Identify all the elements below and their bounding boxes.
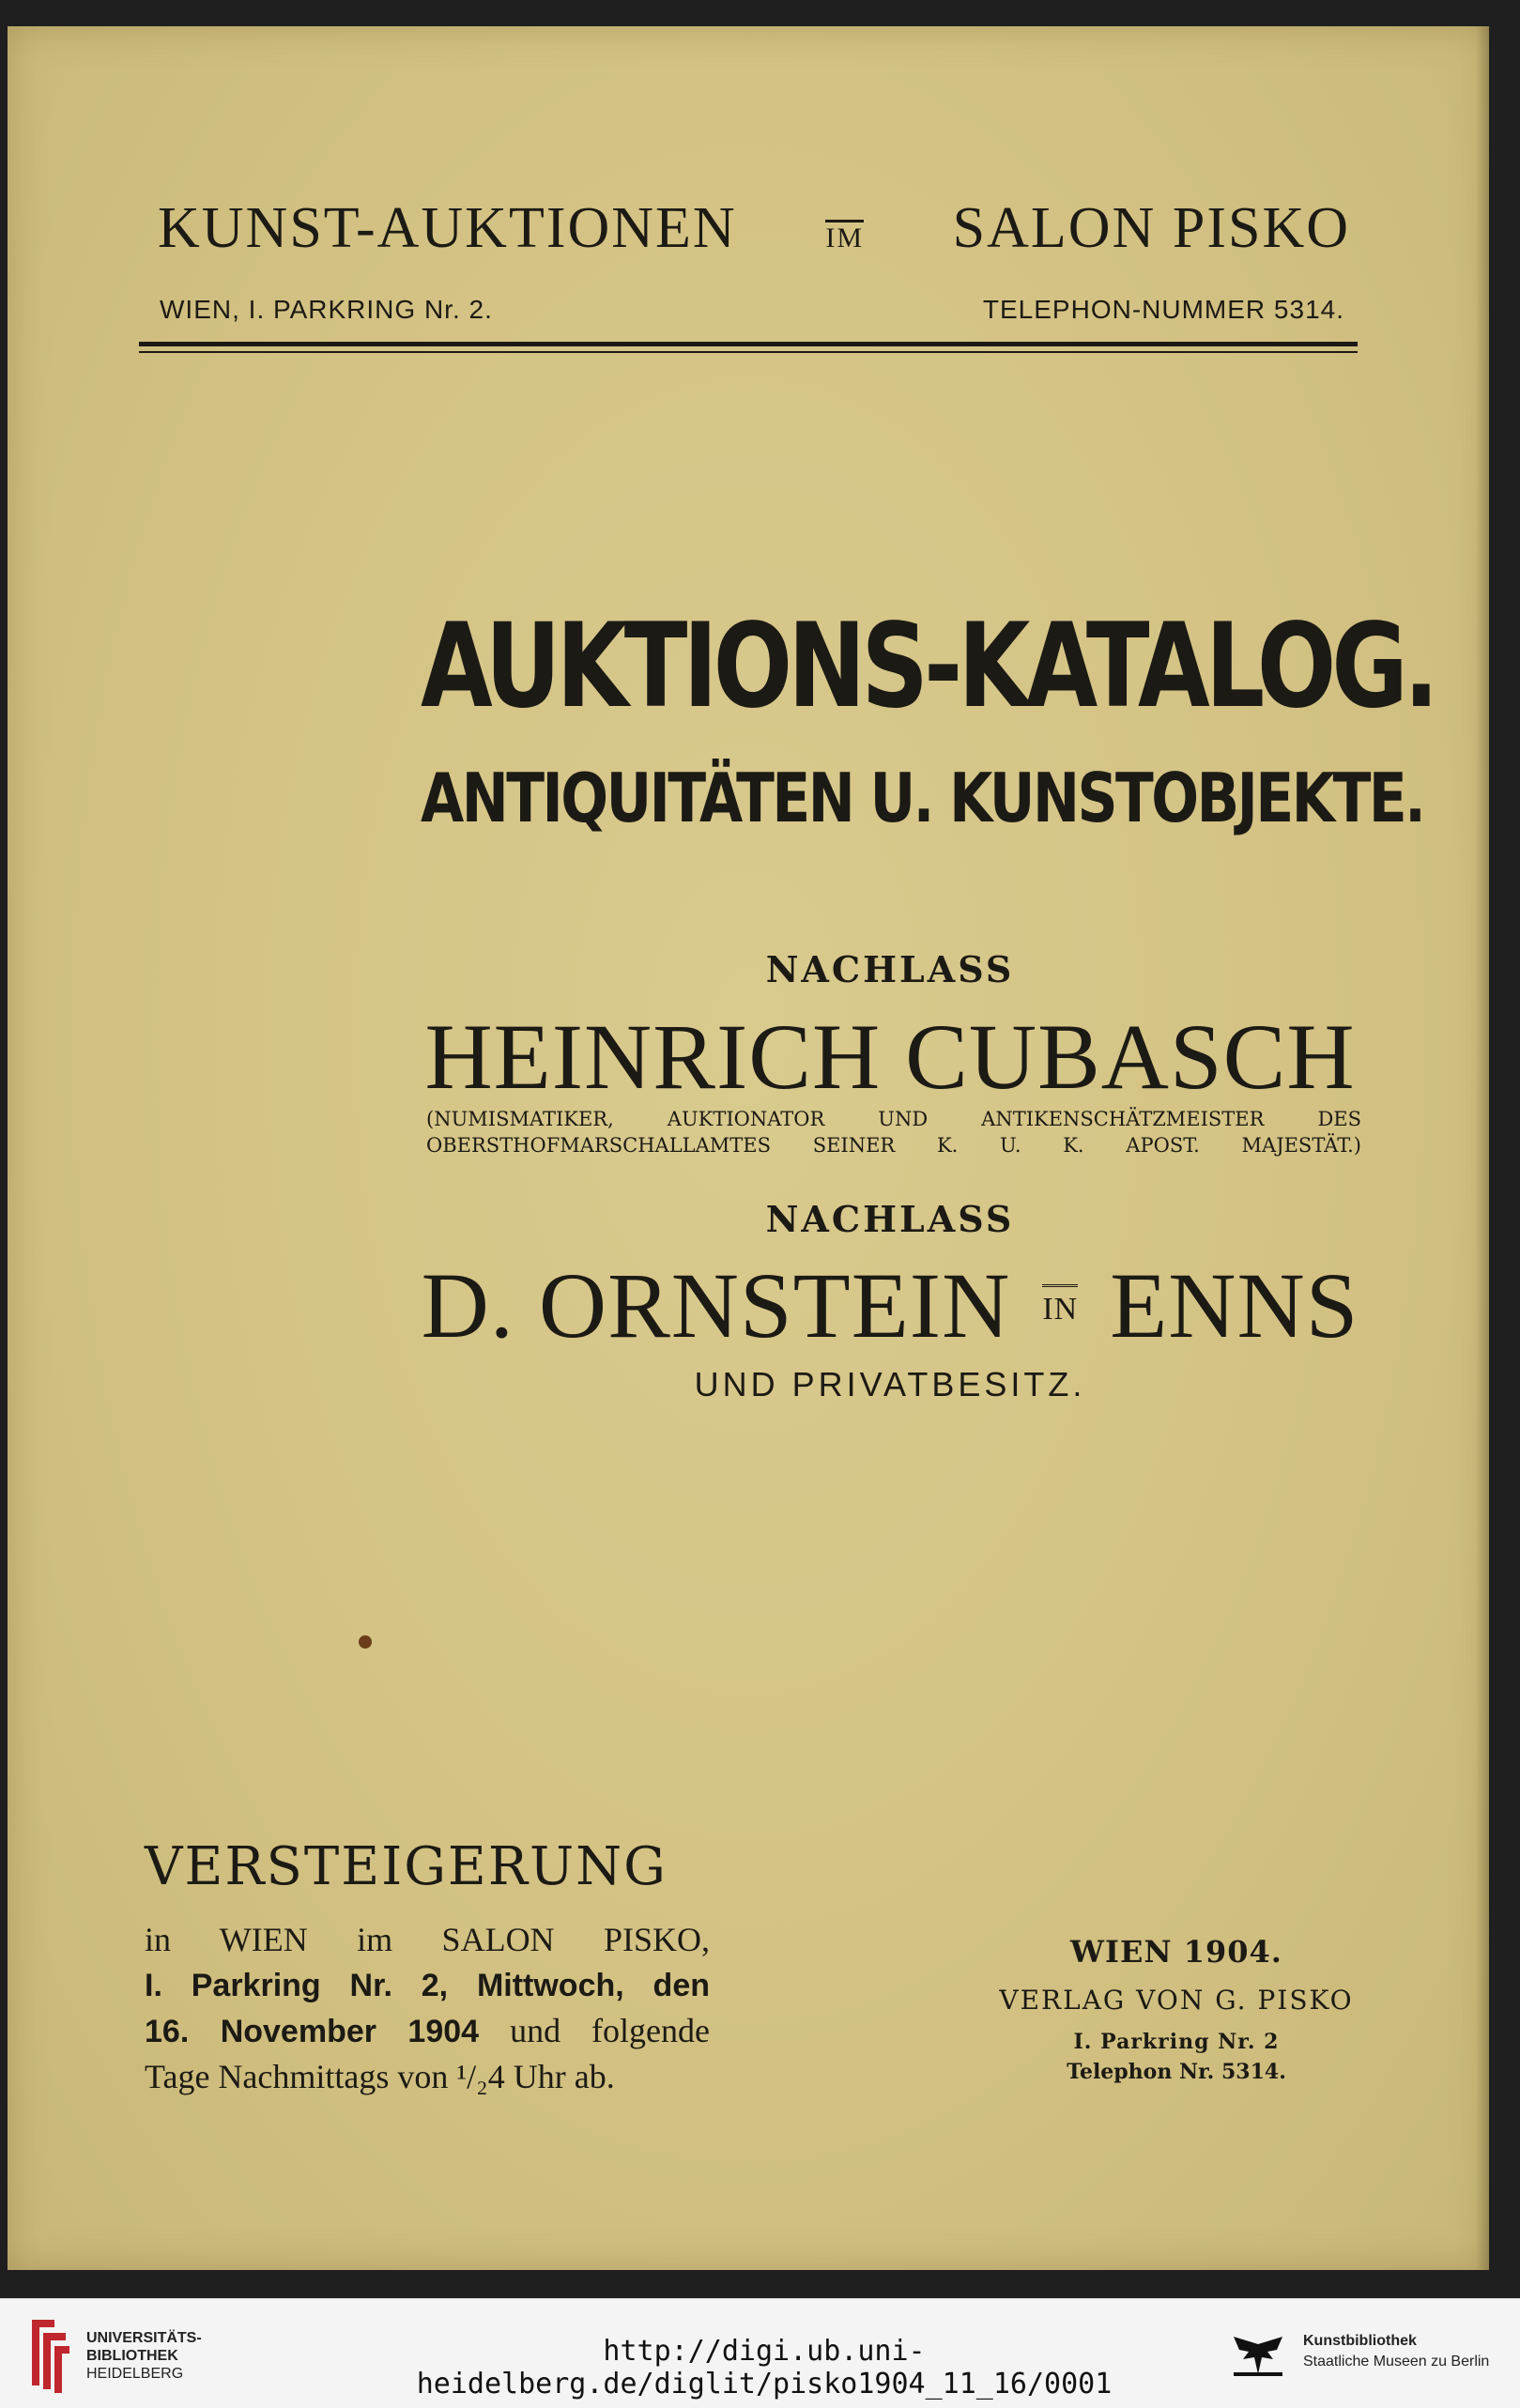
estate2-label: NACHLASS [765, 1198, 1015, 1240]
eagle-logo-icon[interactable] [1230, 2327, 1286, 2380]
estate2-name-in: IN [1042, 1284, 1078, 1327]
catalog-subtitle: ANTIQUITÄTEN U. KUNSTOBJEKTE. [421, 759, 1424, 837]
estate2-name-left: D. ORNSTEIN [421, 1253, 1011, 1357]
publisher-phone: Telephon Nr. 5314. [1067, 2060, 1286, 2084]
publisher-address: I. Parkring Nr. 2 [1073, 2030, 1280, 2054]
header-title-right: SALON PISKO [952, 196, 1350, 260]
auction-title: VERSTEIGERUNG [145, 1836, 668, 1897]
auction-line1: in WIEN im SALON PISKO, [145, 1921, 710, 1958]
publisher-place-year: WIEN 1904. [1070, 1934, 1282, 1970]
estate1-label: NACHLASS [765, 948, 1015, 990]
auction-line3-rest: und folgende [510, 2012, 711, 2049]
header-phone: TELEPHON-NUMMER 5314. [982, 295, 1344, 324]
estate1-desc-line1: (NUMISMATIKER, AUKTIONATOR UND ANTIKENSCHÄTZMEISTER DES [426, 1108, 1361, 1130]
estate1-name: HEINRICH CUBASCH [424, 1005, 1356, 1109]
header-subline [160, 295, 1344, 325]
kunstbibliothek-name[interactable] [1303, 2331, 1489, 2372]
header-rule-thin [139, 351, 1358, 353]
auction-details [145, 1917, 710, 2099]
estate2-name [421, 1251, 1359, 1359]
header-title [158, 195, 1350, 262]
private-property-line: UND PRIVATBESITZ. [694, 1365, 1086, 1403]
header-address: WIEN, I. PARKRING Nr. 2. [160, 295, 493, 324]
auction-line2: I. Parkring Nr. 2, Mittwoch, den [145, 1968, 710, 2003]
publisher-verlag: VERLAG VON G. PISKO [999, 1985, 1354, 2016]
ub-line3: HEIDELBERG [86, 2366, 184, 2382]
paper-spot [359, 1635, 372, 1649]
ub-line2: BIBLIOTHEK [86, 2348, 178, 2364]
catalog-title: AUKTIONS-KATALOG. [421, 599, 1435, 734]
auction-date: 16. November 1904 [145, 2014, 480, 2049]
auction-line2-wrap [145, 1962, 710, 2008]
viewer-footer [0, 2298, 1520, 2408]
ub-heidelberg-name[interactable] [86, 2329, 202, 2383]
header-rule-thick [139, 342, 1358, 346]
header-title-left: KUNST-AUKTIONEN [158, 196, 737, 260]
header-title-im: IM [825, 220, 864, 253]
estate2-name-right: ENNS [1110, 1253, 1359, 1357]
kb-line2: Staatliche Museen zu Berlin [1303, 2354, 1490, 2370]
auction-line4: Tage Nachmittags von ¹/₂4 Uhr ab. [145, 2058, 615, 2095]
ub-heidelberg-logo-icon[interactable] [23, 2310, 75, 2395]
estate1-description [426, 1106, 1361, 1158]
catalog-cover [8, 26, 1489, 2270]
kb-line1: Kunstbibliothek [1303, 2333, 1417, 2349]
estate1-desc-line2: OBERSTHOFMARSCHALLAMTES SEINER K. U. K. APOST. MAJESTÄT.) [426, 1134, 1361, 1157]
cover-edge-shadow [1476, 26, 1489, 2270]
ub-line1: UNIVERSITÄTS- [86, 2330, 202, 2346]
document-url[interactable]: http://digi.ub.uni-heidelberg.de/diglit/pisko1904_11_16/0001 [416, 2335, 1113, 2400]
auction-line3 [145, 2008, 710, 2054]
